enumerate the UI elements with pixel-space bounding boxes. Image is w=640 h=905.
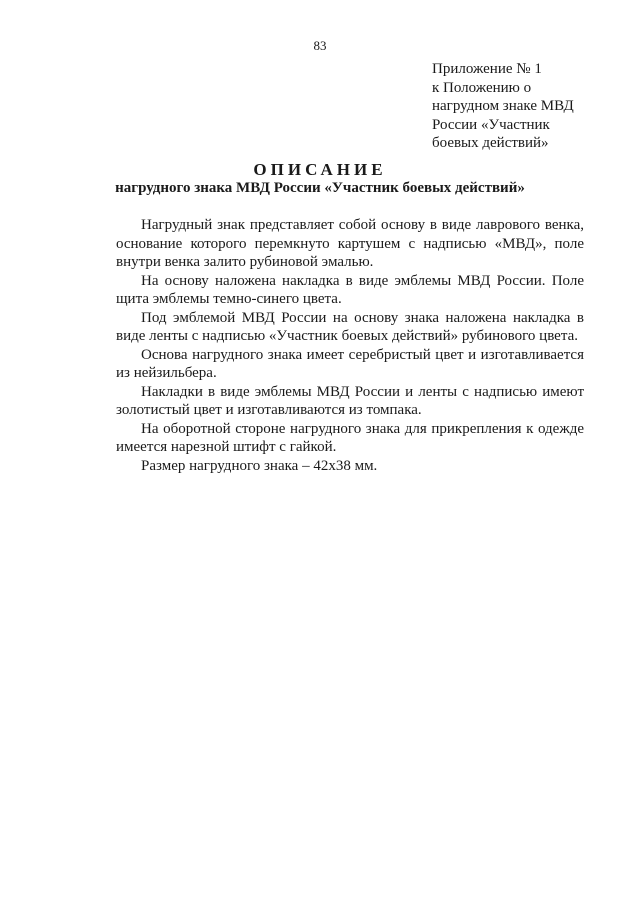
paragraph: Основа нагрудного знака имеет серебристый цвет и изготавливается из нейзильбера. <box>116 346 584 381</box>
document-body <box>116 216 584 475</box>
appendix-header <box>432 60 612 153</box>
paragraph: На оборотной стороне нагрудного знака для прикрепления к одежде имеется нарезной штифт с гайкой. <box>116 420 584 455</box>
paragraph: Размер нагрудного знака – 42x38 мм. <box>141 457 378 474</box>
appendix-line: к Положению о <box>432 79 532 96</box>
appendix-line: нагрудном знаке МВД <box>432 98 574 114</box>
appendix-line: боевых действий» <box>432 135 549 151</box>
paragraph: Нагрудный знак представляет собой основу в виде лаврового венка, основание которого перемкнуто картушем с надписью «МВД», поле внутри венка залито рубиновой эмалью. <box>116 217 584 270</box>
paragraph: Под эмблемой МВД России на основу знака наложена накладка в виде ленты с надписью «Участник боевых действий» рубинового цвета. <box>116 309 584 344</box>
appendix-line: России «Участник <box>432 116 550 133</box>
paragraph: Накладки в виде эмблемы МВД России и ленты с надписью имеют золотистый цвет и изготавливаются из томпака. <box>116 383 584 418</box>
document-subtitle: нагрудного знака МВД России «Участник боевых действий» <box>115 180 525 196</box>
page-number: 83 <box>313 38 327 53</box>
appendix-line: Приложение № 1 <box>432 61 542 77</box>
paragraph: На основу наложена накладка в виде эмблемы МВД России. Поле щита эмблемы темно-синего цвета. <box>116 272 584 307</box>
document-title: ОПИСАНИЕ <box>253 160 387 179</box>
